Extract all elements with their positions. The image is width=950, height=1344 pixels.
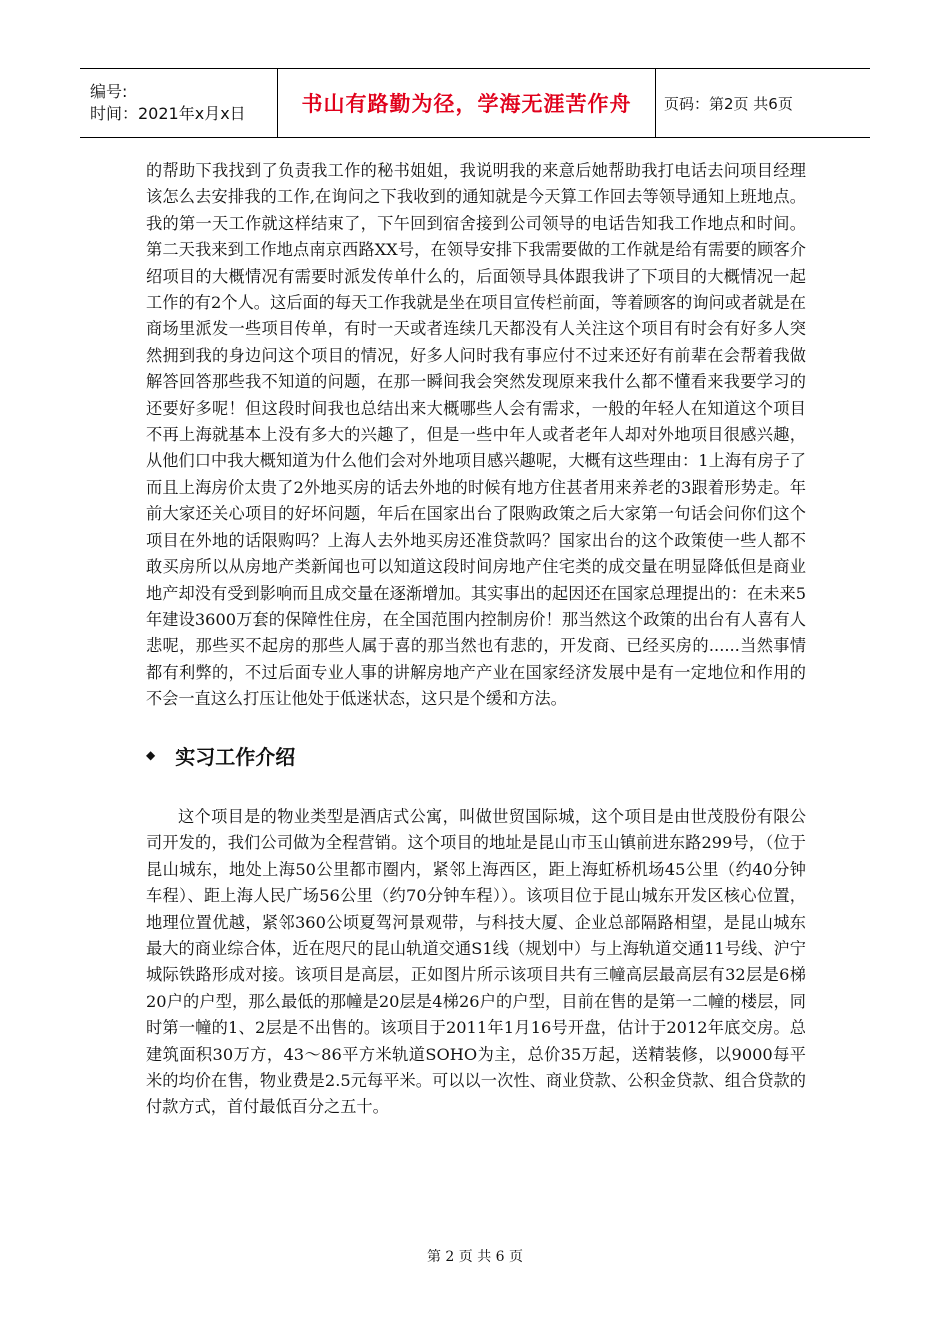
document-number-label: 编号: — [90, 82, 128, 101]
page-footer: 第 2 页 共 6 页 — [426, 1249, 524, 1265]
diamond-bullet-icon: ◆ — [146, 748, 156, 762]
body-paragraph-2: 这个项目是的物业类型是酒店式公寓，叫做世贸国际城，这个项目是由世茂股份有限公司开发的，我们公司做为全程营销。这个项目的地址是昆山市玉山镇前进东路299号，（位于昆山城东，地处上海50公里都市圈内，紧邻上海西区，距上海虹桥机场45公里（约40分钟车程）、距上海人民广场56公里（约70分钟车程））。该项目位于昆山城东开发区核心位置，地理位置优越，紧邻360公顷夏驾河景观带，与科技大厦、企业总部隔路相望，是昆山城东最大的商业综合体，近在咫尺的昆山轨道交通S1线（规划中）与上海轨道交通11号线、沪宁城际铁路形成对接。该项目是高层，正如图片所示该项目共有三幢高层最高层有32层是6梯20户的户型，那么最低的那幢是20层是4梯26户的户型，目前在售的是第一二幢的楼层，同时第一幢的1、2层是不出售的。该项目于2011年1月16号开盘，估计于2012年底交房。总建筑面积30万方，43～86平方米轨道SOHO为主，总价35万起，送精装修，以9000每平米的均价在售，物业费是2.5元每平米。可以以一次性、商业贷款、公积金贷款、组合贷款的付款方式，首付最低百分之五十。 — [146, 807, 806, 1117]
section-heading — [146, 740, 295, 770]
page-header — [80, 68, 870, 138]
header-page-info: 页码：第2页 共6页 — [664, 94, 793, 113]
document-date: 时间：2021年x月x日 — [90, 104, 246, 123]
body-paragraph-1: 的帮助下我找到了负责我工作的秘书姐姐，我说明我的来意后她帮助我打电话去问项目经理该怎么去安排我的工作,在询问之下我收到的通知就是今天算工作回去等领导通知上班地点。我的第一天工作就这样结束了，下午回到宿舍接到公司领导的电话告知我工作地点和时间。第二天我来到工作地点南京西路XX号，在领导安排下我需要做的工作就是给有需要的顾客介绍项目的大概情况有需要时派发传单什么的，后面领导具体跟我讲了下项目的大概情况一起工作的有2个人。这后面的每天工作我就是坐在项目宣传栏前面，等着顾客的询问或者就是在商场里派发一些项目传单，有时一天或者连续几天都没有人关注这个项目有时会有好多人突然拥到我的身边问这个项目的情况，好多人问时我有事应付不过来还好有前辈在会帮着我做解答回答那些我不知道的问题，在那一瞬间我会突然发现原来我什么都不懂看来我要学习的还要好多呢！但这段时间我也总结出来大概哪些人会有需求，一般的年轻人在知道这个项目不再上海就基本上没有多大的兴趣了，但是一些中年人或者老年人却对外地项目很感兴趣，从他们口中我大概知道为什么他们会对外地项目感兴趣呢，大概有这些理由：1上海有房子了而且上海房价太贵了2外地买房的话去外地的时候有地方住甚者用来养老的3跟着形势走。年前大家还关心项目的好坏问题，年后在国家出台了限购政策之后大家第一句话会问你们这个项目在外地的话限购吗？上海人去外地买房还准贷款吗？国家出台的这个政策使一些人都不敢买房所以从房地产类新闻也可以知道这段时间房地产住宅类的成交量在明显降低但是商业地产却没有受到影响而且成交量在逐渐增加。其实事出的起因还在国家总理提出的：在未来5年建设3600万套的保障性住房，在全国范围内控制房价！那当然这个政策的出台有人喜有人悲呢，那些买不起房的那些人属于喜的那当然也有悲的，开发商、已经买房的......当然事情都有利弊的，不过后面专业人事的讲解房地产产业在国家经济发展中是有一定地位和作用的不会一直这么打压让他处于低迷状态，这只是个缓和方法。 — [146, 161, 806, 709]
header-meta — [80, 69, 278, 137]
section-heading-text: 实习工作介绍 — [175, 744, 296, 769]
header-motto: 书山有路勤为径，学海无涯苦作舟 — [278, 69, 656, 137]
